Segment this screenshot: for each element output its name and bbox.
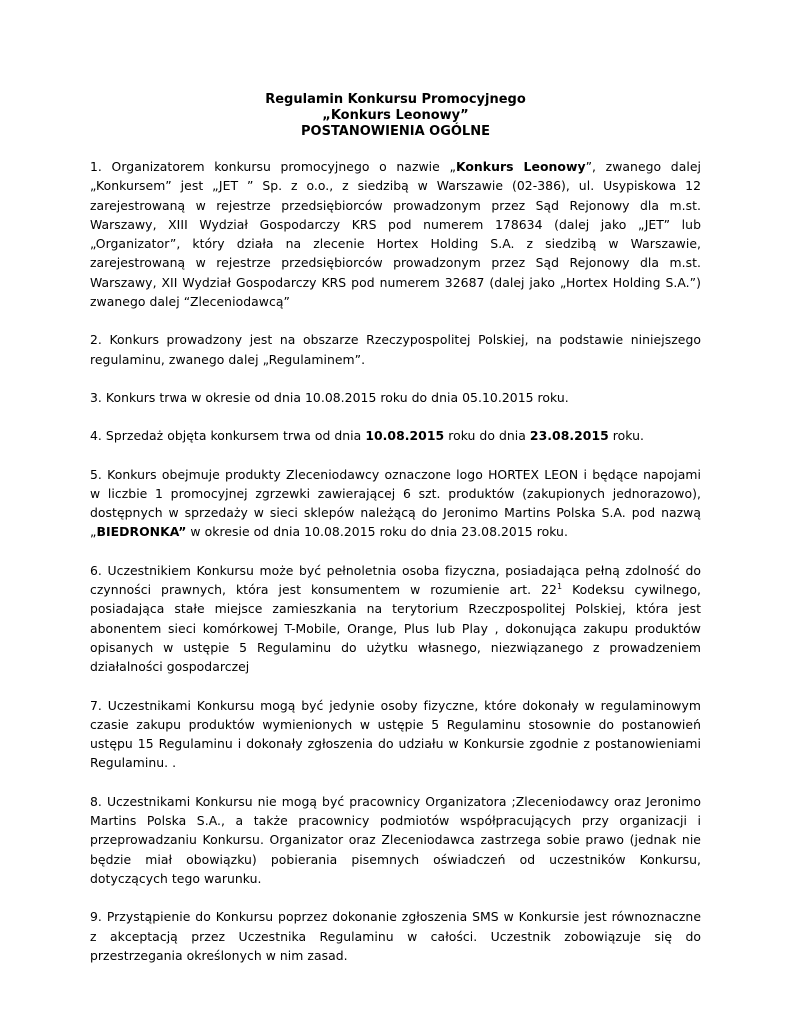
p6-text-a: 6. Uczestnikiem Konkursu może być pełnoletnia osoba fizyczna, posiadająca pełną zdolność do czynności prawnych, która jest konsumentem w rozumienie art. 22: [90, 562, 701, 598]
title-line-3: POSTANOWIENIA OGÓLNE: [301, 124, 490, 139]
paragraph-7: 7. Uczestnikami Konkursu mogą być jedynie osoby fizyczne, które dokonały w regulaminowym czasie zakupu produktów wymienionych w ustępie 5 Regulaminu stosownie do postanowień ustępu 15 Regulaminu i dokonały zgłoszenia do udziału w Konkursie zgodnie z postanowieniami Regulaminu. .: [90, 697, 701, 771]
p5-text-a: 5. Konkurs obejmuje produkty Zleceniodawcy oznaczone logo HORTEX LEON i będące napojami w liczbie 1 promocyjnej zgrzewki zawierającej 6 szt. produktów (zakupionych jednorazowo), dostępnych w sprzedaży w sieci sklepów należącą do Jeronimo Martins Polska S.A. pod nazwą „: [90, 466, 701, 540]
title-line-1: Regulamin Konkursu Promocyjnego: [265, 92, 526, 107]
paragraph-4: [90, 426, 701, 445]
p4-text-c: roku do dnia: [444, 428, 530, 444]
paragraph-5: [90, 465, 701, 542]
p6-text-b: Kodeksu cywilnego, posiadająca stałe miejsce zamieszkania na terytorium Rzeczpospolitej Polskiej, która jest abonentem sieci komórkowej T-Mobile, Orange, Plus lub Play , dokonująca zakupu produktów opisanych w ustępie 5 Regulaminu do użytku własnego, niezwiązanego z prowadzeniem działalności gospodarczej: [90, 582, 701, 675]
p5-text-c: w okresie od dnia 10.08.2015 roku do dnia 23.08.2015 roku.: [186, 524, 568, 540]
title-line-2: „Konkurs Leonowy”: [322, 108, 469, 123]
p1-text-c: ”, zwanego dalej „Konkursem” jest „JET ” Sp. z o.o., z siedzibą w Warszawie (02-386), ul. Usypiskowa 12 zarejestrowaną w rejestrze przedsiębiorców prowadzonym przez Sąd Rejonowy dla m.st. Warszawy, XIII Wydział Gospodarczy KRS pod numerem 178634 (dalej jako „JET” lub „Organizator”, który działa na zlecenie Hortex Holding S.A. z siedzibą w Warszawie, zarejestrowaną w rejestrze przedsiębiorców prowadzonym przez Sąd Rejonowy dla m.st. Warszawy, XII Wydział Gospodarczy KRS pod numerem 32687 (dalej jako „Hortex Holding S.A.”) zwanego dalej “Zleceniodawcą”: [90, 159, 701, 310]
p5-store-name: BIEDRONKA”: [96, 524, 187, 540]
p6-superscript: 1: [557, 581, 563, 591]
paragraph-3: 3. Konkurs trwa w okresie od dnia 10.08.2015 roku do dnia 05.10.2015 roku.: [90, 389, 569, 405]
paragraph-1: [90, 157, 701, 311]
document-title: [90, 92, 701, 140]
paragraph-8: 8. Uczestnikami Konkursu nie mogą być pracownicy Organizatora ;Zleceniodawcy oraz Jeronimo Martins Polska S.A., a także pracownicy podmiotów współpracujących przy organizacji i przeprowadzaniu Konkursu. Organizator oraz Zleceniodawca zastrzega sobie prawo (jednak nie będzie miał obowiązku) pobierania pisemnych oświadczeń od uczestników Konkursu, dotyczących tego warunku.: [90, 793, 701, 886]
p4-text-a: 4. Sprzedaż objęta konkursem trwa od dnia: [90, 428, 366, 444]
p4-text-e: roku.: [608, 428, 645, 444]
paragraph-6: [90, 561, 701, 677]
document-body: [90, 157, 701, 965]
p4-start-date: 10.08.2015: [365, 428, 445, 444]
paragraph-9: 9. Przystąpienie do Konkursu poprzez dokonanie zgłoszenia SMS w Konkursie jest równoznaczne z akceptacją przez Uczestnika Regulaminu w całości. Uczestnik zobowiązuje się do przestrzegania określonych w nim zasad.: [90, 909, 701, 963]
paragraph-2: 2. Konkurs prowadzony jest na obszarze Rzeczypospolitej Polskiej, na podstawie niniejszego regulaminu, zwanego dalej „Regulaminem”.: [90, 332, 701, 367]
p4-end-date: 23.08.2015: [529, 428, 609, 444]
p1-contest-name: Konkurs Leonowy: [455, 159, 586, 174]
p1-text-a: 1. Organizatorem konkursu promocyjnego o nazwie „: [90, 159, 456, 174]
